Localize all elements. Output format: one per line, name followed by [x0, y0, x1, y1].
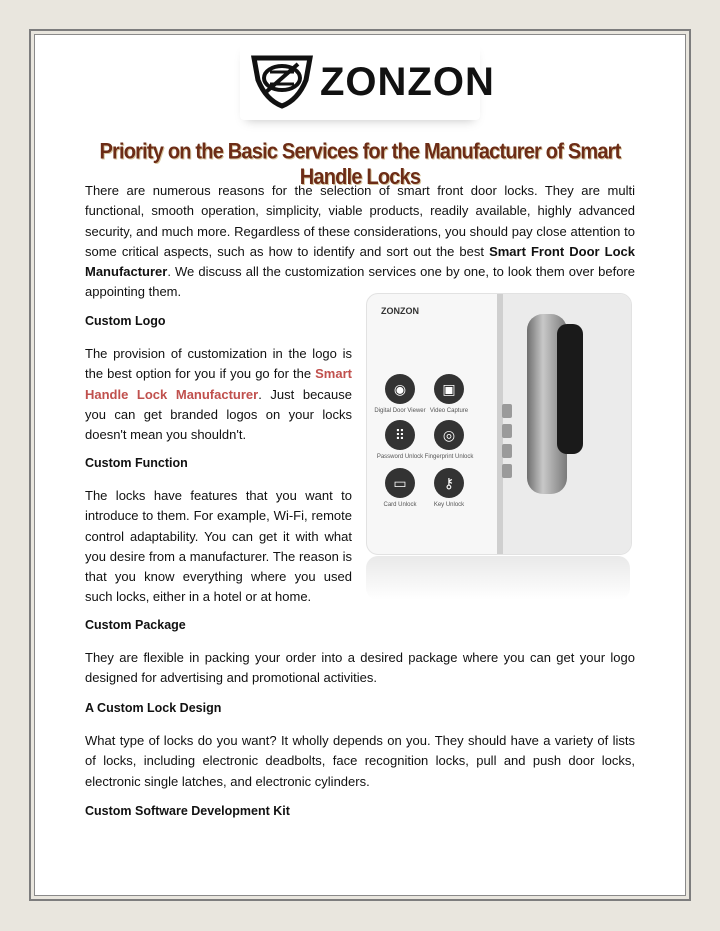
- feature-label: Password Unlock: [376, 454, 424, 460]
- feature-video-capture: [419, 374, 479, 414]
- feature-label: Video Capture: [429, 408, 469, 414]
- custom-function-paragraph: The locks have features that you want to introduce to them. For example, Wi-Fi, remote control adaptability. You can get it with what you desire from a manufacturer. The reason is that you know everything where you used such locks, either in a hotel or at home.: [85, 488, 352, 605]
- keypad-icon: ⠿: [385, 420, 415, 450]
- feature-label: Key Unlock: [433, 502, 465, 508]
- feature-fingerprint-unlock: [419, 420, 479, 460]
- feature-key-unlock: [419, 468, 479, 508]
- product-image-reflection: [366, 556, 630, 600]
- photo-icon: ▣: [434, 374, 464, 404]
- product-image: [366, 293, 632, 555]
- heading-custom-logo: Custom Logo: [85, 314, 166, 328]
- brand-logo: [240, 42, 495, 120]
- brand-name: ZONZON: [320, 60, 495, 104]
- door-latch: [502, 444, 512, 458]
- heading-custom-function: Custom Function: [85, 456, 188, 470]
- custom-logo-paragraph: [85, 344, 352, 445]
- heading-custom-package: Custom Package: [85, 618, 186, 632]
- product-brand-label: ZONZON: [381, 306, 419, 316]
- custom-package-paragraph: They are flexible in packing your order into a desired package where you can get your logo designed for advertising and promotional activities.: [85, 650, 635, 686]
- door-latch: [502, 404, 512, 418]
- intro-text-2: . We discuss all the customization services one by one, to look them over before appointing them.: [85, 264, 635, 300]
- camera-icon: ◉: [385, 374, 415, 404]
- heading-custom-lock-design: A Custom Lock Design: [85, 701, 222, 715]
- key-icon: ⚷: [434, 468, 464, 498]
- smart-handle-lock-link[interactable]: Smart Handle Lock Manufacturer: [85, 366, 352, 402]
- custom-lock-design-paragraph: What type of locks do you want? It wholly depends on you. They should have a variety of lists of locks, including electronic deadbolts, face recognition locks, pull and push door locks, electronic single latches, and electronic cylinders.: [85, 733, 635, 789]
- fingerprint-icon: ◎: [434, 420, 464, 450]
- custom-logo-text-2: . Just because you can get branded logos on your locks doesn't mean you shouldn't.: [85, 386, 352, 443]
- feature-label: Digital Door Viewer: [374, 408, 426, 414]
- intro-paragraph: [85, 181, 635, 303]
- heading-custom-sdk: Custom Software Development Kit: [85, 804, 290, 818]
- card-icon: ▭: [385, 468, 415, 498]
- intro-text-1: There are numerous reasons for the selection of smart front door locks. They are multi functional, smooth operation, simplicity, viable products, readily available, highly advanced security, and much more. Regardless of these considerations, you should pay close attention to some critical aspects, such as how to identify and sort out the best: [85, 183, 635, 259]
- feature-label: Card Unlock: [383, 502, 417, 508]
- custom-logo-text-1: The provision of customization in the logo is the best option for you if you go for the: [85, 346, 352, 382]
- door-latch: [502, 464, 512, 478]
- page-title: Priority on the Basic Services for the Manufacturer of Smart Handle Locks: [99, 139, 621, 190]
- door-latch: [502, 424, 512, 438]
- feature-label: Fingerprint Unlock: [424, 454, 474, 460]
- smart-lock-screen: [557, 324, 583, 454]
- shield-logo-icon: [248, 50, 316, 110]
- intro-bold-text: Smart Front Door Lock Manufacturer: [85, 243, 635, 280]
